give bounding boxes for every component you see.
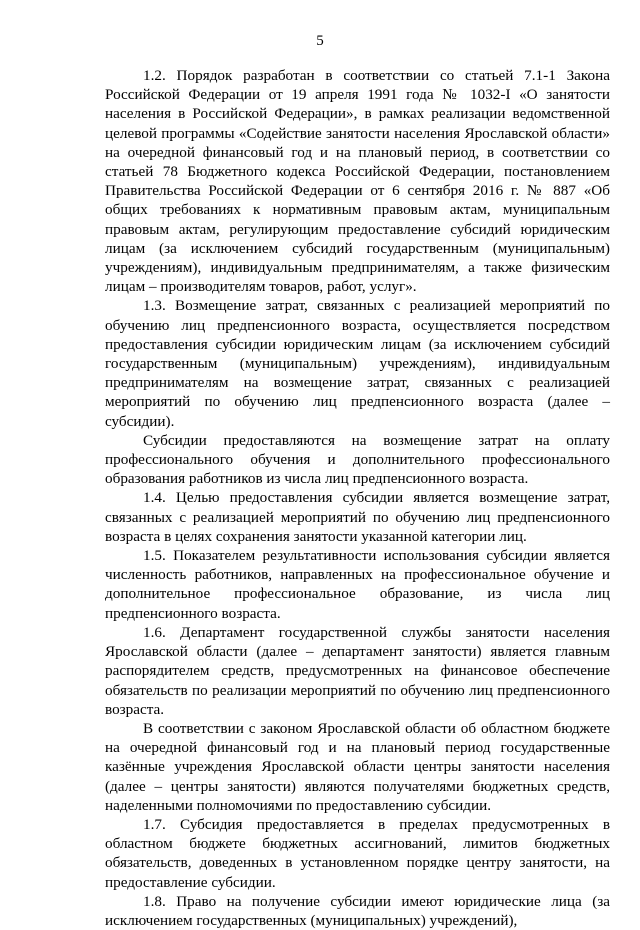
paragraph-1-8: 1.8. Право на получение субсидии имеют юридические лица (за исключением государственных (муниципальных) учреждений), — [105, 892, 610, 929]
document-body — [105, 66, 610, 930]
page-number: 5 — [316, 33, 324, 49]
paragraph-1-6: 1.6. Департамент государственной службы занятости населения Ярославской области (далее – департамент занятости) является главным распорядителем средств, предусмотренных на финансовое обеспечение обязательств по реализации мероприятий по обучению лиц предпенсионного возраста. — [105, 623, 610, 718]
paragraph-1-4: 1.4. Целью предоставления субсидии является возмещение затрат, связанных с реализацией мероприятий по обучению лиц предпенсионного возраста в целях сохранения занятости указанной категории лиц. — [105, 489, 610, 545]
paragraph-1-7: 1.7. Субсидия предоставляется в пределах предусмотренных в областном бюджете бюджетных ассигнований, лимитов бюджетных обязательств, доведенных в установленном порядке центру занятости, на предоставление субсидии. — [105, 815, 610, 891]
paragraph-1-5: 1.5. Показателем результативности использования субсидии является численность работников, направленных на профессиональное обучение и дополнительное профессиональное образование, из числа лиц предпенсионного возраста. — [105, 547, 610, 622]
paragraph-1-2: 1.2. Порядок разработан в соответствии со статьей 7.1-1 Закона Российской Федерации от 19 апреля 1991 года № 1032-I «О занятости населения в Российской Федерации», в рамках реализации ведомственной целевой программы «Содействие занятости населения Ярославской области» на очередной финансовый год и на плановый период, в соответствии со статьей 78 Бюджетного кодекса Российской Федерации, постановлением Правительства Российской Федерации от 6 сентября 2016 г. № 887 «Об общих требованиях к нормативным правовым актам, муниципальным правовым актам, регулирующим предоставление субсидий юридическим лицам (за исключением субсидий государственным (муниципальным) учреждениям), индивидуальным предпринимателям, а также физическим лицам – производителям товаров, работ, услуг». — [105, 67, 610, 296]
paragraph-subsidies: Субсидии предоставляются на возмещение затрат на оплату профессионального обучения и дополнительного профессионального образования работников из числа лиц предпенсионного возраста. — [105, 431, 610, 488]
paragraph-budget-law: В соответствии с законом Ярославской области об областном бюджете на очередной финансовый год и на плановый период государственные казённые учреждения Ярославской области центры занятости населения (далее – центры занятости) являются получателями бюджетных средств, наделенными полномочиями по предоставлению субсидии. — [105, 719, 610, 814]
paragraph-1-3: 1.3. Возмещение затрат, связанных с реализацией мероприятий по обучению лиц предпенсионного возраста, осуществляется посредством предоставления субсидии юридическим лицам (за исключением субсидий государственным (муниципальным) учреждениям), индивидуальным предпринимателям на возмещение затрат, связанных с реализацией мероприятий по обучению лиц предпенсионного возраста (далее – субсидии). — [105, 297, 610, 430]
